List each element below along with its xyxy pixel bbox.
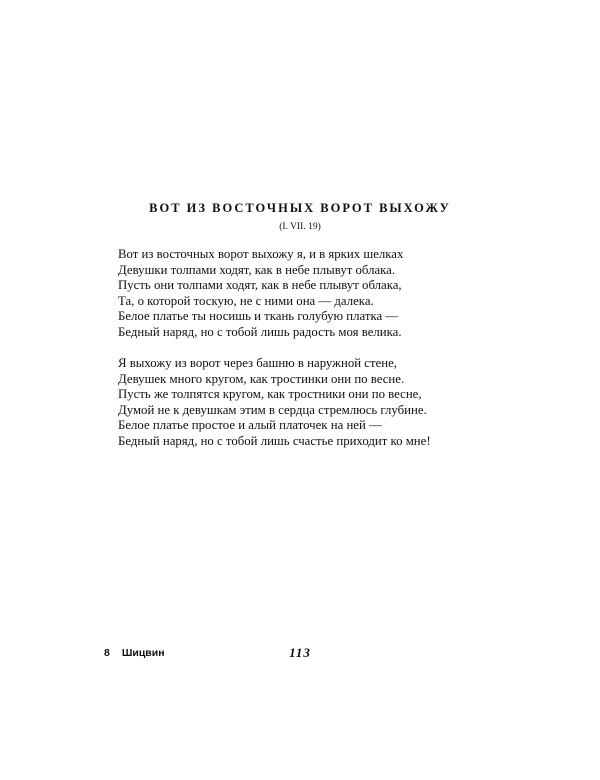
page-number: 113 (289, 645, 311, 660)
poem-line: Девушки толпами ходят, как в небе плывут облака. (118, 262, 396, 277)
poem-line: Бедный наряд, но с тобой лишь радость моя велика. (118, 324, 402, 339)
poem-source-reference: (I. VII. 19) (279, 222, 321, 232)
poem-line: Та, о которой тоскую, не с ними она — далека. (118, 293, 374, 308)
poem-line: Пусть они толпами ходят, как в небе плывут облака, (118, 278, 402, 292)
poem-line: Пусть же толпятся кругом, как тростники они по весне, (118, 387, 422, 401)
poem-line: Бедный наряд, но с тобой лишь счастье приходит ко мне! (118, 433, 431, 448)
poem-stanza-2 (118, 356, 431, 449)
poem-line: Белое платье простое и алый платочек на ней — (118, 418, 382, 432)
poem-line: Думой не к девушкам этим в сердца стремлюсь глубине. (118, 402, 427, 417)
poem-title: ВОТ ИЗ ВОСТОЧНЫХ ВОРОТ ВЫХОЖУ (149, 201, 451, 215)
poem-line: Вот из восточных ворот выхожу я, и в ярких шелках (118, 247, 404, 261)
poem-line: Белое платье ты носишь и ткань голубую платка — (118, 309, 399, 323)
poem-line: Девушек много кругом, как тростинки они по весне. (118, 371, 405, 386)
poem-stanza-1 (118, 247, 403, 340)
signature-number: 8 (104, 647, 110, 659)
poem-line: Я выхожу из ворот через башню в наружной стене, (118, 356, 397, 370)
signature-name: Шицвин (121, 647, 165, 659)
